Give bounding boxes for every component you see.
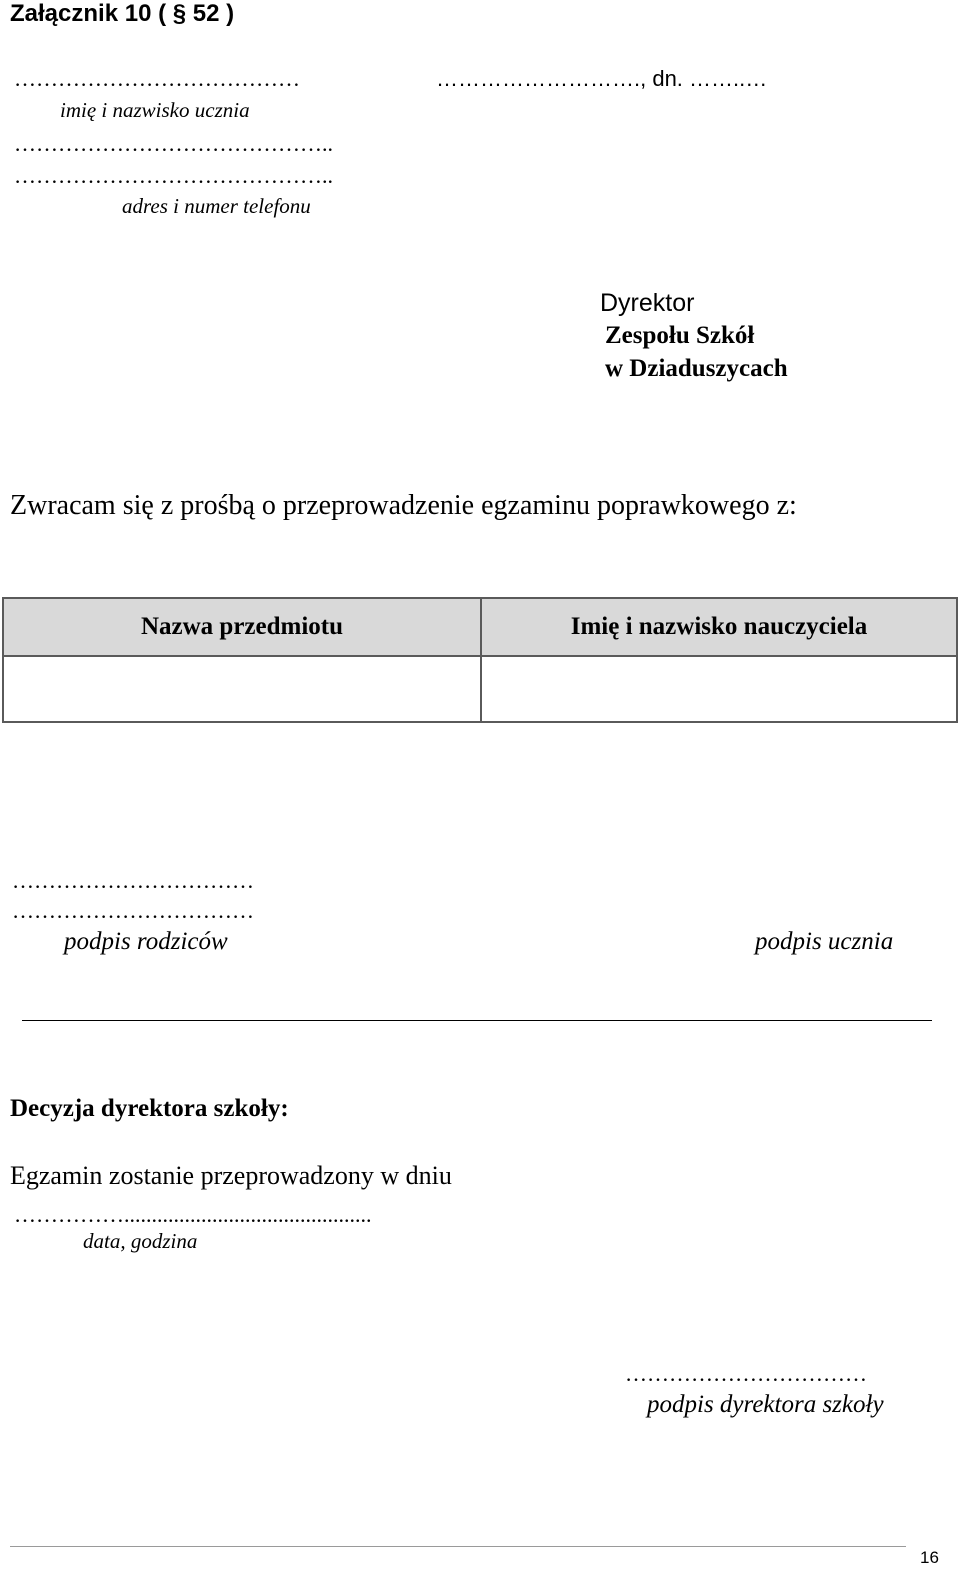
exam-date-field: ……………............................................. [14,1202,372,1227]
address-field-line-1: …………………………………….. [14,131,333,156]
director-signature-label: podpis dyrektora szkoły [647,1391,884,1418]
table-row [3,656,957,722]
table-header-row [3,598,957,656]
exam-date-label: data, godzina [83,1229,198,1253]
recipient-title: Dyrektor [600,289,695,317]
column-header-subject: Nazwa przedmiotu [3,598,481,656]
place-date-field: ………………………., dn. ……..… [436,66,768,91]
request-text: Zwracam się z prośbą o przeprowadzenie egzaminu poprawkowego z: [10,490,797,521]
address-field-line-2: …………………………………….. [14,163,333,188]
subject-table [2,597,958,723]
parents-signature-label: podpis rodziców [64,928,228,955]
teacher-cell[interactable] [481,656,957,722]
recipient-location: w Dziaduszycach [605,355,788,382]
parents-signature-line-2: …………………………… [12,898,254,923]
exam-date-text: Egzamin zostanie przeprowadzony w dniu [10,1161,452,1190]
director-signature-line: …………………………… [625,1361,867,1386]
recipient-school: Zespołu Szkół [605,322,755,349]
address-label: adres i numer telefonu [122,194,311,218]
decision-title: Decyzja dyrektora szkoły: [10,1095,289,1122]
footer-divider [10,1546,906,1547]
column-header-teacher: Imię i nazwisko nauczyciela [481,598,957,656]
student-name-field: ………………………………… [14,66,300,91]
annex-title: Załącznik 10 ( § 52 ) [10,0,235,27]
page-number: 16 [920,1548,939,1567]
subject-cell[interactable] [3,656,481,722]
student-name-label: imię i nazwisko ucznia [60,98,250,122]
parents-signature-line-1: …………………………… [12,868,254,893]
student-signature-label: podpis ucznia [755,928,894,955]
section-divider [22,1020,932,1021]
